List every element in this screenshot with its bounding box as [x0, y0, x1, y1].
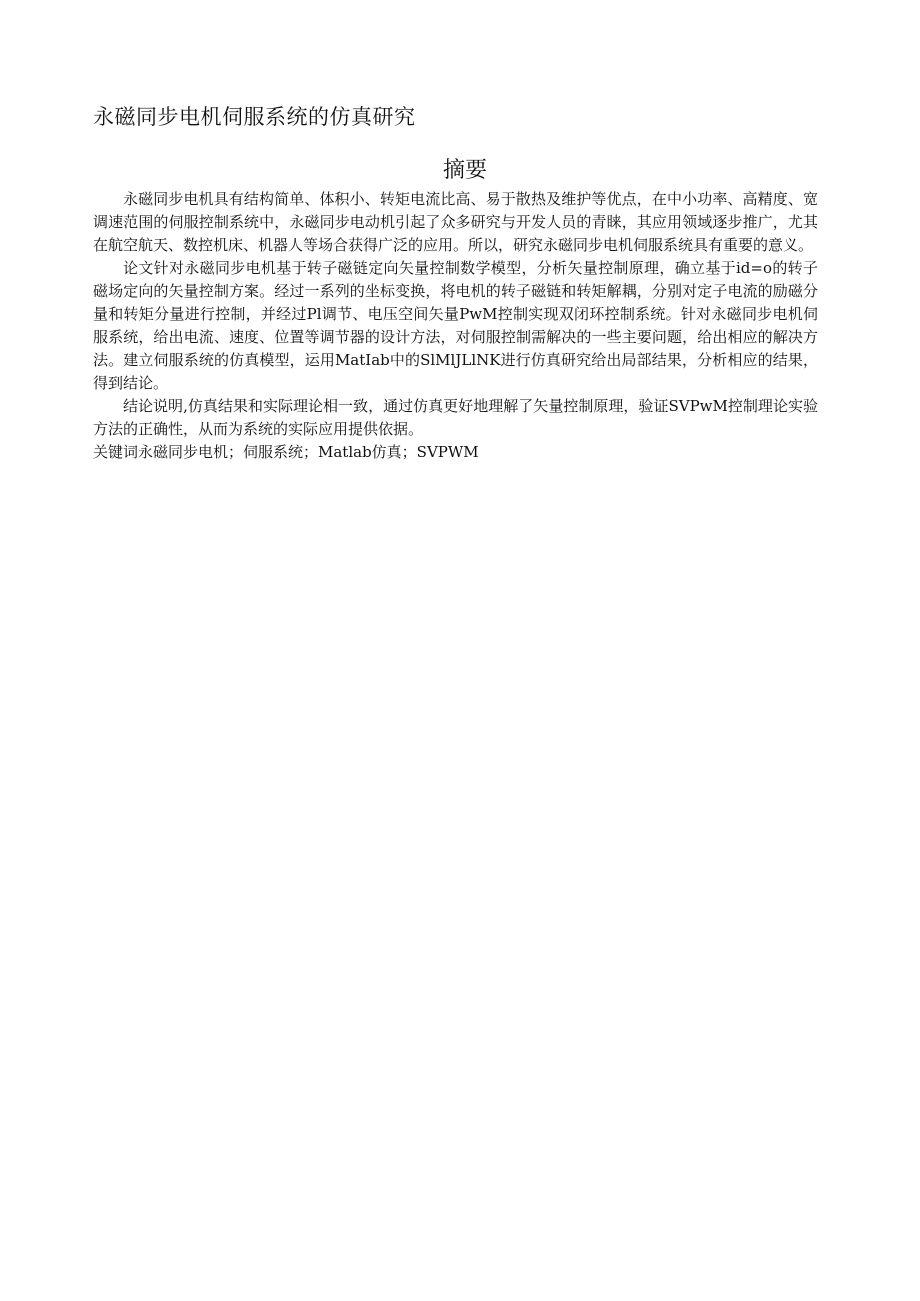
abstract-paragraph-2: 论文针对永磁同步电机基于转子磁链定向矢量控制数学模型，分析矢量控制原理，确立基于id=o的转子磁场定向的矢量控制方案。经过一系列的坐标变换，将电机的转子磁链和转矩解耦，分别对定子电流的励磁分量和转矩分量进行控制，并经过Pl调节、电压空间矢量PwM控制实现双闭环控制系统。针对永磁同步电机伺服系统，给出电流、速度、位置等调节器的设计方法，对伺服控制需解决的一些主要问题，给出相应的解决方法。建立伺服系统的仿真模型，运用MatIab中的SlMlJLlNK进行仿真研究给出局部结果，分析相应的结果，得到结论。 — [93, 259, 818, 392]
keywords-line: 关键词永磁同步电机；伺服系统；Matlab仿真；SVPWM — [93, 443, 479, 461]
abstract-paragraph-1: 永磁同步电机具有结构简单、体积小、转矩电流比高、易于散热及维护等优点，在中小功率、高精度、宽调速范围的伺服控制系统中，永磁同步电动机引起了众多研究与开发人员的青睐，其应用领域逐步推广，尤其在航空航天、数控机床、机器人等场合获得广泛的应用。所以，研究永磁同步电机伺服系统具有重要的意义。 — [93, 190, 818, 254]
abstract-paragraph-3: 结论说明,仿真结果和实际理论相一致，通过仿真更好地理解了矢量控制原理，验证SVPwM控制理论实验方法的正确性，从而为系统的实际应用提供依据。 — [93, 397, 818, 438]
abstract-body — [93, 188, 818, 464]
document-title: 永磁同步电机伺服系统的仿真研究 — [93, 105, 416, 129]
abstract-heading: 摘要 — [442, 158, 487, 183]
